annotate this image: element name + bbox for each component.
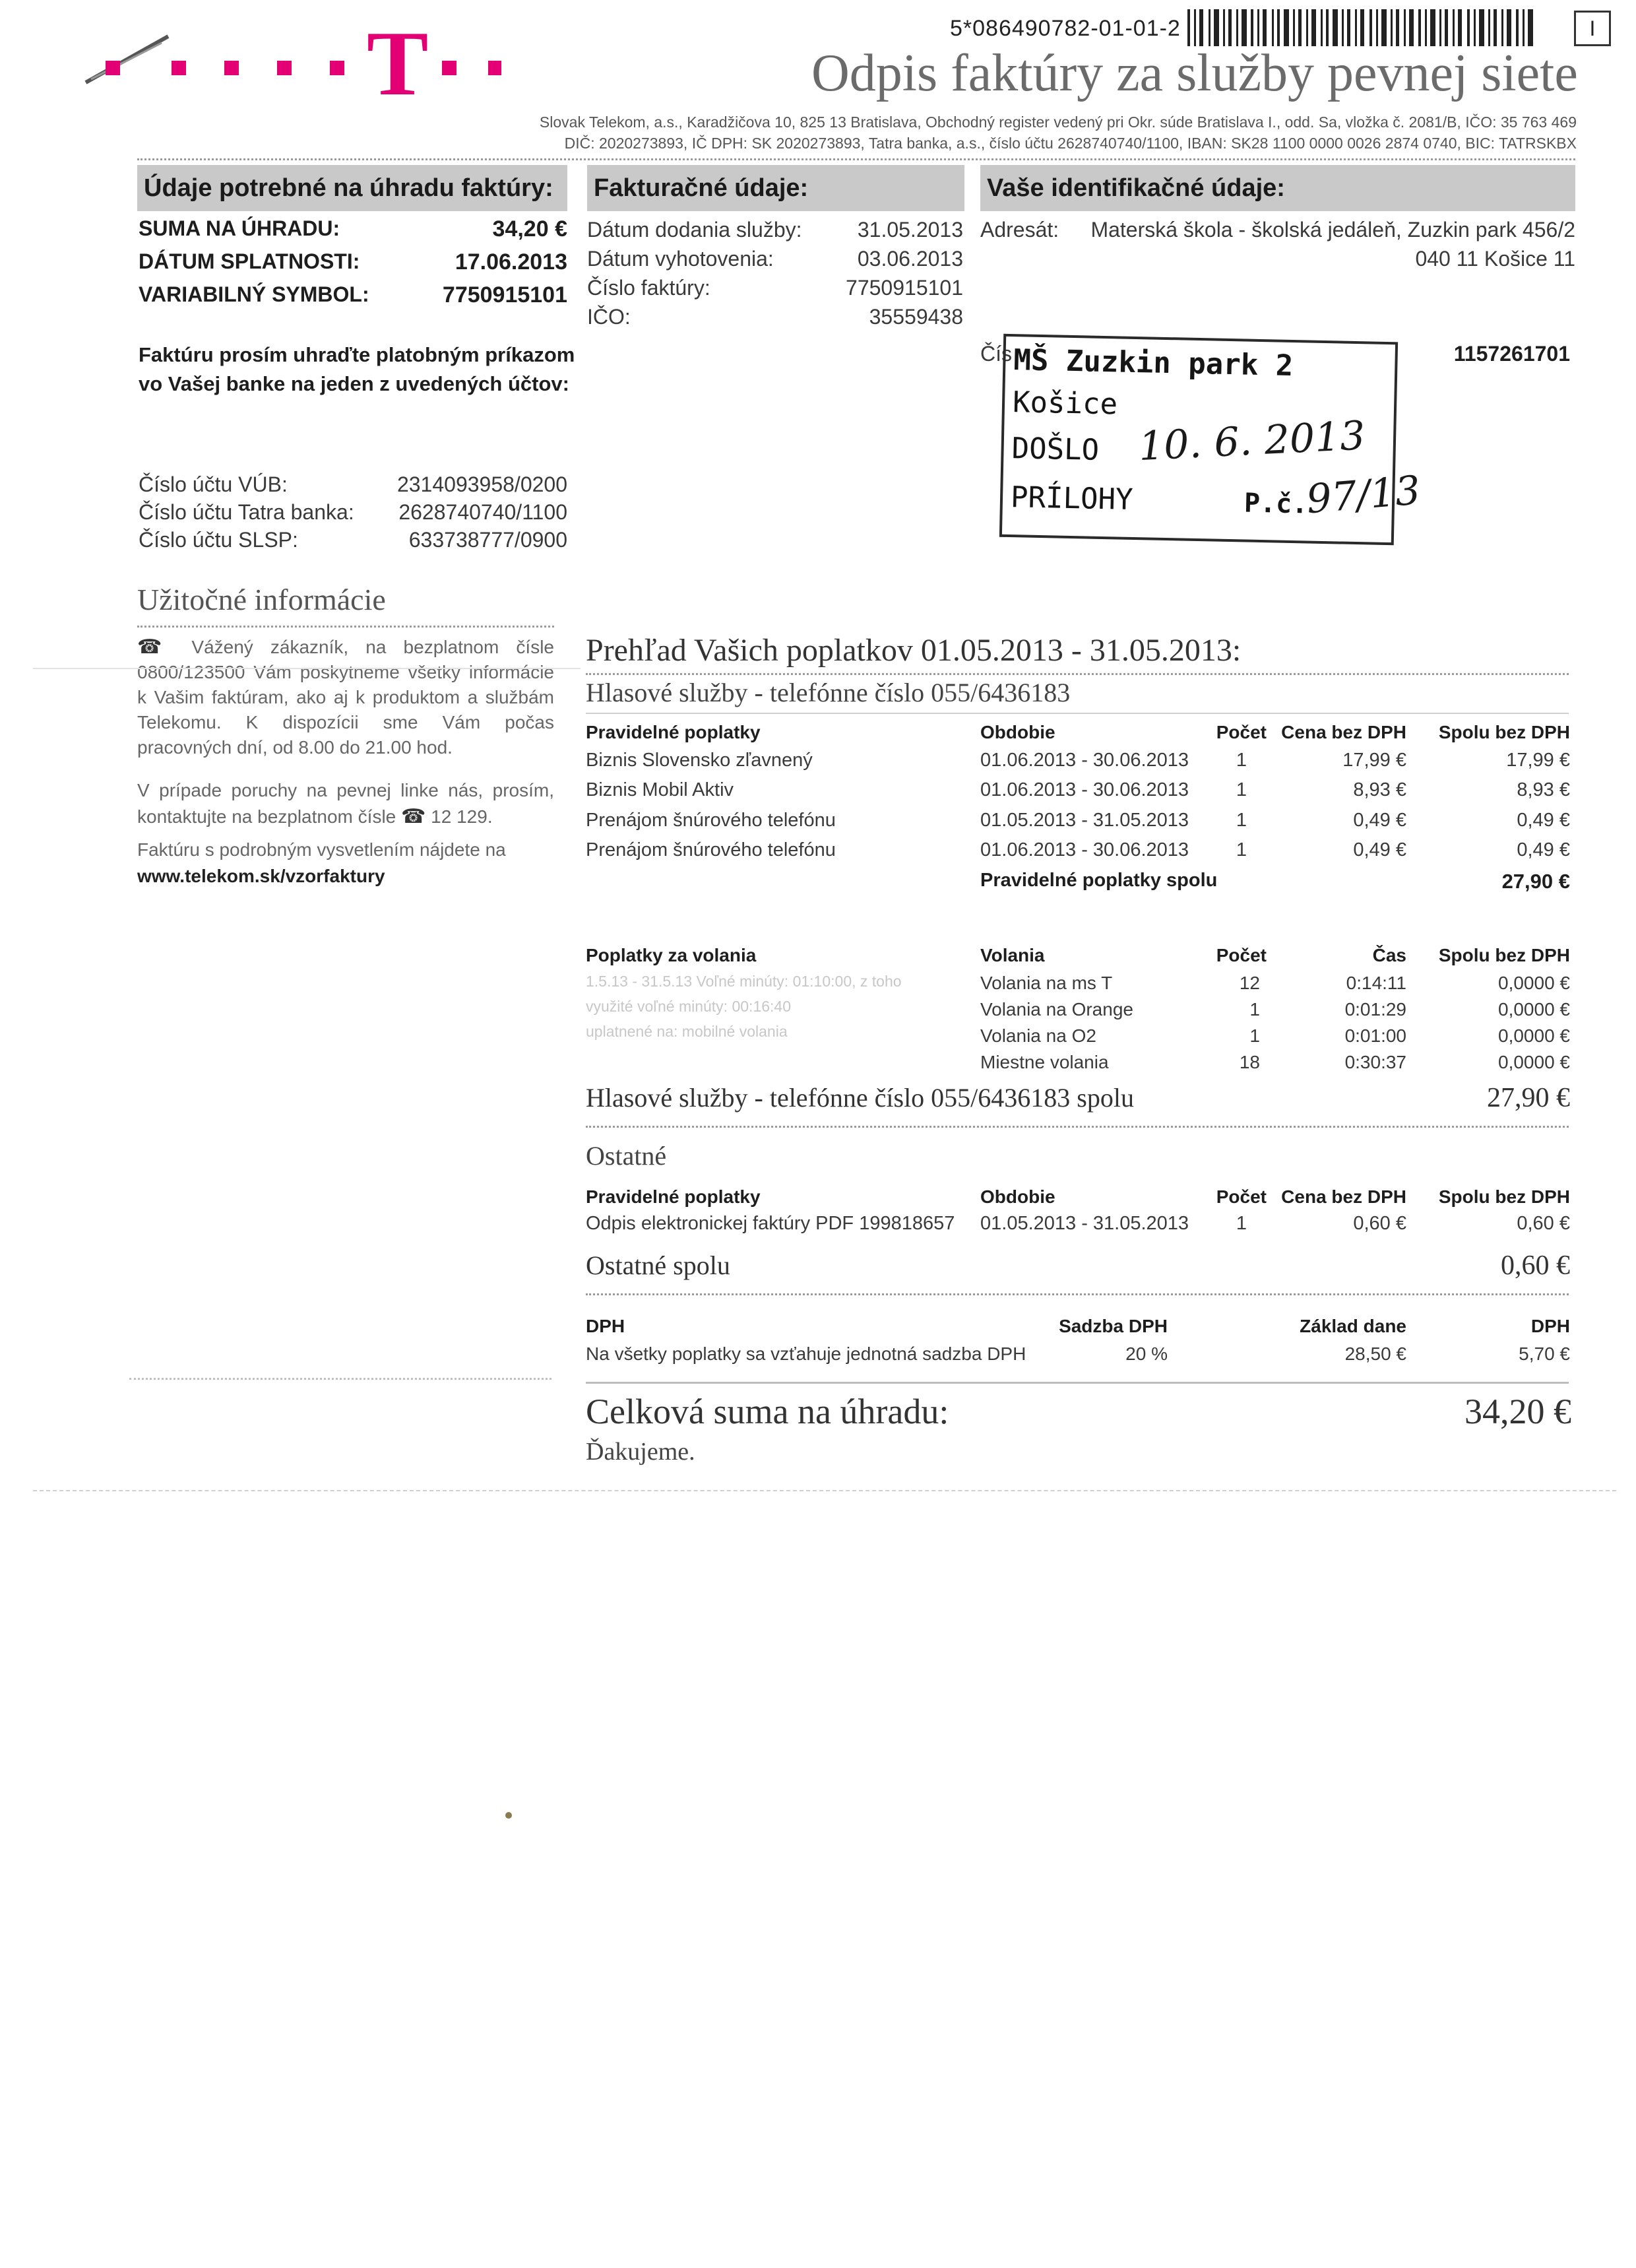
regular-row-name: Biznis Mobil Aktiv <box>586 779 734 800</box>
vat-header-rate: Sadzba DPH <box>1059 1316 1168 1336</box>
due-date-value: 17.06.2013 <box>455 249 567 275</box>
other-sum-label: Ostatné spolu <box>586 1250 730 1280</box>
identification-heading: Vaše identifikačné údaje: <box>980 165 1575 211</box>
company-info-line1: Slovak Telekom, a.s., Karadžičova 10, 825 13 Bratislava, Obchodný register vedený pri Okr. súde Bratislava I., odd. Sa, vložka č. 2081/B, IČO: 35 763 469 <box>539 113 1577 131</box>
ico-label: IČO: <box>587 305 631 329</box>
other-row-total: 0,60 € <box>1517 1213 1570 1234</box>
info-para2-number: 12 129. <box>431 806 493 827</box>
corner-box: I <box>1574 11 1611 46</box>
calls-row-count: 18 <box>1239 1052 1260 1072</box>
regular-row-total: 0,49 € <box>1517 839 1570 860</box>
calls-header-total: Spolu bez DPH <box>1438 945 1570 965</box>
calls-note-line3: uplatnené na: mobilné volania <box>586 1023 788 1040</box>
regular-header-total: Spolu bez DPH <box>1438 722 1570 742</box>
info-link[interactable]: www.telekom.sk/vzorfaktury <box>137 866 385 886</box>
calls-row <box>980 973 1570 999</box>
overview-divider <box>586 673 1569 675</box>
customer-number-label: Čís <box>980 342 1012 366</box>
other-header-count: Počet <box>1216 1186 1267 1207</box>
amount-due-value: 34,20 € <box>492 216 567 242</box>
calls-header-time: Čas <box>1372 945 1406 965</box>
phone-icon: ☎ <box>401 806 426 827</box>
stamp-received-date: 10. 6. 2013 <box>1137 412 1366 470</box>
other-header-period: Obdobie <box>980 1186 1055 1207</box>
calls-header-name: Poplatky za volania <box>586 945 757 965</box>
regular-row-price: 0,49 € <box>1353 839 1406 860</box>
calls-row <box>980 999 1570 1025</box>
account-vub-label: Číslo účtu VÚB: <box>139 472 288 496</box>
calls-row-time: 0:14:11 <box>1346 973 1406 993</box>
payment-instruction-line1: Faktúru prosím uhraďte platobným príkazom <box>139 343 575 366</box>
other-row-count: 1 <box>1236 1213 1247 1234</box>
other-row-period: 01.05.2013 - 31.05.2013 <box>980 1213 1189 1234</box>
other-row <box>586 1213 1570 1242</box>
account-slsp-value: 633738777/0900 <box>408 528 567 552</box>
vat-text: Na všetky poplatky sa vzťahuje jednotná sadzba DPH <box>586 1344 1026 1364</box>
regular-row-total: 17,99 € <box>1506 750 1570 771</box>
ico-value: 35559438 <box>869 305 963 329</box>
stamp-received-label: DOŠLO <box>1011 432 1100 467</box>
billing-heading: Fakturačné údaje: <box>587 165 964 211</box>
regular-row-price: 17,99 € <box>1342 750 1406 771</box>
account-tatra-label: Číslo účtu Tatra banka: <box>139 500 354 524</box>
vat-base: 28,50 € <box>1344 1344 1406 1364</box>
regular-row <box>586 750 1570 779</box>
calls-row-name: Volania na ms T <box>980 973 1113 993</box>
vat-rate: 20 % <box>1125 1344 1168 1364</box>
amount-due-label: SUMA NA ÚHRADU: <box>139 216 340 240</box>
regular-row-period: 01.06.2013 - 30.06.2013 <box>980 779 1189 800</box>
calls-row-name: Miestne volania <box>980 1052 1109 1072</box>
regular-row-total: 0,49 € <box>1517 810 1570 831</box>
received-stamp <box>999 334 1422 545</box>
invoice-number-value: 7750915101 <box>846 276 963 300</box>
calls-row-name: Volania na O2 <box>980 1025 1096 1046</box>
address-line1: Materská škola - školská jedáleň, Zuzkin park 456/2 <box>1090 218 1575 242</box>
regular-row-count: 1 <box>1236 779 1247 800</box>
calls-note-line2: využité voľné minúty: 00:16:40 <box>586 998 791 1015</box>
scan-dot <box>505 1812 512 1819</box>
regular-sum-label: Pravidelné poplatky spolu <box>980 870 1218 891</box>
regular-header-period: Obdobie <box>980 722 1055 742</box>
barcode <box>1187 9 1537 46</box>
account-tatra-value: 2628740740/1100 <box>398 500 567 524</box>
other-row-name: Odpis elektronickej faktúry PDF 199818657 <box>586 1213 955 1234</box>
regular-row <box>586 779 1570 808</box>
account-vub-value: 2314093958/0200 <box>396 472 567 496</box>
regular-row-price: 8,93 € <box>1353 779 1406 800</box>
vat-header-base: Základ dane <box>1300 1316 1406 1336</box>
address-label: Adresát: <box>980 218 1059 242</box>
regular-header-price: Cena bez DPH <box>1281 722 1406 742</box>
info-divider <box>137 626 554 628</box>
regular-row-count: 1 <box>1236 839 1247 860</box>
calls-row-count: 1 <box>1249 999 1260 1020</box>
issue-date-value: 03.06.2013 <box>857 247 963 271</box>
page-bottom-divider <box>33 1490 1616 1491</box>
regular-row-total: 8,93 € <box>1517 779 1570 800</box>
stamp-pc-label: P.č. <box>1243 488 1308 520</box>
voice-sum-divider <box>586 1126 1569 1128</box>
regular-row-name: Prenájom šnúrového telefónu <box>586 810 836 831</box>
other-row-price: 0,60 € <box>1353 1213 1406 1234</box>
overview-title: Prehľad Vašich poplatkov 01.05.2013 - 31.05.2013: <box>586 633 1242 668</box>
grand-total-label: Celková suma na úhradu: <box>586 1392 949 1431</box>
telekom-logo <box>79 13 501 115</box>
grand-total-value: 34,20 € <box>1464 1392 1571 1431</box>
regular-row-count: 1 <box>1236 810 1247 831</box>
variable-symbol-label: VARIABILNÝ SYMBOL: <box>139 282 369 306</box>
regular-sum-value: 27,90 € <box>1501 870 1570 893</box>
customer-number-value: 1157261701 <box>1453 342 1570 366</box>
other-sum-divider <box>586 1293 1569 1295</box>
calls-row-name: Volania na Orange <box>980 999 1133 1020</box>
info-para1-text: Vážený zákazník, na bezplatnom čísle 0800/123500 Vám poskytneme všetky informácie k Vašim faktúram, ako aj k produktom a službám Telekomu. K dispozícii sme Vám počas pracovných dní, od 8.00 do 21.00 hod. <box>137 637 555 758</box>
company-info-line2: DIČ: 2020273893, IČ DPH: SK 2020273893, Tatra banka, a.s., číslo účtu 2628740740/1100, IBAN: SK28 1100 0000 0026 2874 0740, BIC: TATRSKBX <box>564 135 1577 152</box>
other-header-price: Cena bez DPH <box>1281 1186 1406 1207</box>
calls-note-line1: 1.5.13 - 31.5.13 Voľné minúty: 01:10:00, z toho <box>586 973 902 990</box>
voice-sum-label: Hlasové služby - telefónne číslo 055/6436183 spolu <box>586 1083 1134 1113</box>
vat-amount: 5,70 € <box>1519 1344 1570 1364</box>
calls-row-count: 12 <box>1239 973 1260 993</box>
other-sum-value: 0,60 € <box>1501 1250 1570 1281</box>
header-divider <box>137 158 1575 160</box>
logo-t-letter: T <box>367 13 429 115</box>
calls-row-count: 1 <box>1249 1025 1260 1046</box>
voice-heading: Hlasové služby - telefónne číslo 055/6436183 <box>586 678 1071 707</box>
payment-instruction-line2: vo Vašej banke na jeden z uvedených účtov: <box>139 372 569 395</box>
payment-heading: Údaje potrebné na úhradu faktúry: <box>137 165 567 211</box>
vat-header-amount: DPH <box>1530 1316 1570 1336</box>
stamp-line1: MŠ Zuzkin park 2 <box>1013 343 1294 383</box>
account-slsp-label: Číslo účtu SLSP: <box>139 528 298 552</box>
thanks-text: Ďakujeme. <box>586 1438 695 1466</box>
regular-row-name: Biznis Slovensko zľavnený <box>586 750 813 771</box>
calls-row <box>980 1052 1570 1078</box>
issue-date-label: Dátum vyhotovenia: <box>587 247 774 271</box>
calls-row-time: 0:01:29 <box>1344 999 1406 1020</box>
voice-divider <box>586 713 1569 714</box>
info-heading: Užitočné informácie <box>137 583 386 616</box>
other-header-total: Spolu bez DPH <box>1438 1186 1570 1207</box>
delivery-date-label: Dátum dodania služby: <box>587 218 802 242</box>
other-header-name: Pravidelné poplatky <box>586 1186 761 1207</box>
invoice-number-label: Číslo faktúry: <box>587 276 710 300</box>
left-bottom-divider <box>129 1378 551 1380</box>
calls-row-time: 0:30:37 <box>1344 1052 1406 1072</box>
stamp-pc-number: 97/13 <box>1304 467 1422 523</box>
info-para2-text: V prípade poruchy na pevnej linke nás, prosím, kontaktujte na bezplatnom čísle <box>137 780 554 827</box>
regular-row-name: Prenájom šnúrového telefónu <box>586 839 836 860</box>
other-heading: Ostatné <box>586 1141 667 1171</box>
info-para1 <box>137 635 554 760</box>
calls-row-total: 0,0000 € <box>1498 1025 1570 1046</box>
stamp-attachments-label: PRÍLOHY <box>1010 480 1134 517</box>
stamp-line2: Košice <box>1012 385 1118 422</box>
calls-header-count: Počet <box>1216 945 1267 965</box>
regular-row-period: 01.06.2013 - 30.06.2013 <box>980 839 1189 860</box>
regular-row <box>586 839 1570 868</box>
phone-icon: ☎ <box>137 636 192 658</box>
calls-row <box>980 1025 1570 1052</box>
info-para3: Faktúru s podrobným vysvetlením nájdete na <box>137 839 506 860</box>
total-divider <box>586 1382 1569 1384</box>
document-code: 5*086490782-01-01-2 <box>950 16 1181 41</box>
regular-row-price: 0,49 € <box>1353 810 1406 831</box>
calls-row-time: 0:01:00 <box>1344 1025 1406 1046</box>
vat-header-label: DPH <box>586 1316 625 1336</box>
calls-row-total: 0,0000 € <box>1498 999 1570 1020</box>
variable-symbol-value: 7750915101 <box>442 282 567 308</box>
voice-sum-value: 27,90 € <box>1487 1083 1570 1113</box>
regular-row-period: 01.06.2013 - 30.06.2013 <box>980 750 1189 771</box>
calls-row-total: 0,0000 € <box>1498 973 1570 993</box>
info-para2 <box>137 777 554 830</box>
regular-row <box>586 810 1570 839</box>
due-date-label: DÁTUM SPLATNOSTI: <box>139 249 360 273</box>
address-line2: 040 11 Košice 11 <box>1415 247 1575 271</box>
scan-line <box>33 668 581 669</box>
regular-header-name: Pravidelné poplatky <box>586 722 761 742</box>
calls-row-total: 0,0000 € <box>1498 1052 1570 1072</box>
calls-header-calls: Volania <box>980 945 1045 965</box>
regular-row-count: 1 <box>1236 750 1247 771</box>
page-title: Odpis faktúry za služby pevnej siete <box>811 44 1578 102</box>
regular-row-period: 01.05.2013 - 31.05.2013 <box>980 810 1189 831</box>
delivery-date-value: 31.05.2013 <box>857 218 963 242</box>
regular-header-count: Počet <box>1216 722 1267 742</box>
